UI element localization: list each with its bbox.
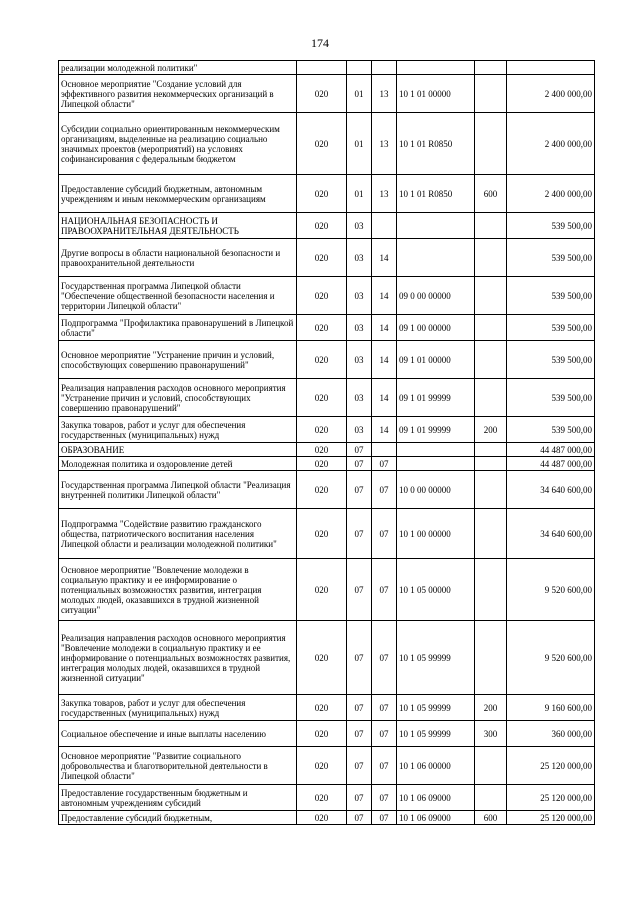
row-subsection-cell: 07	[372, 785, 397, 811]
row-section-cell: 07	[347, 559, 372, 621]
row-kind-cell	[475, 341, 507, 379]
row-kind-cell	[475, 785, 507, 811]
row-kind-cell	[475, 457, 507, 471]
row-sum-cell: 539 500,00	[507, 417, 595, 443]
row-kind-cell	[475, 315, 507, 341]
row-article-cell: 10 1 01 R0850	[397, 175, 475, 213]
row-code-cell: 020	[297, 509, 347, 559]
row-subsection-cell: 07	[372, 559, 397, 621]
row-section-cell: 03	[347, 379, 372, 417]
row-kind-cell	[475, 471, 507, 509]
row-sum-cell: 44 487 000,00	[507, 457, 595, 471]
row-kind-cell	[475, 75, 507, 113]
table-row	[59, 213, 595, 239]
row-article-cell: 09 1 01 00000	[397, 341, 475, 379]
row-subsection-cell: 14	[372, 315, 397, 341]
row-code-cell: 020	[297, 621, 347, 695]
row-code-cell: 020	[297, 379, 347, 417]
row-sum-cell: 539 500,00	[507, 277, 595, 315]
row-article-cell: 10 1 06 09000	[397, 785, 475, 811]
table-row	[59, 175, 595, 213]
row-subsection-cell: 07	[372, 747, 397, 785]
row-article-cell: 10 1 05 00000	[397, 559, 475, 621]
row-section-cell: 03	[347, 341, 372, 379]
row-subsection-cell: 07	[372, 811, 397, 825]
row-name-cell: Основное мероприятие "Вовлечение молодежи в социальную практику и ее информирование о потенциальных возможностях развития, интеграция молодых людей, оказавшихся в трудной жизненной ситуации"	[59, 559, 297, 621]
row-section-cell: 07	[347, 471, 372, 509]
row-code-cell: 020	[297, 443, 347, 457]
row-subsection-cell: 07	[372, 509, 397, 559]
row-name-cell: Предоставление субсидий бюджетным, автономным учреждениям и иным некоммерческим организациям	[59, 175, 297, 213]
row-section-cell: 07	[347, 457, 372, 471]
row-sum-cell: 2 400 000,00	[507, 113, 595, 175]
table-row	[59, 721, 595, 747]
row-sum-cell: 9 520 600,00	[507, 559, 595, 621]
table-row	[59, 341, 595, 379]
table-row	[59, 277, 595, 315]
row-article-cell: 10 1 00 00000	[397, 509, 475, 559]
row-subsection-cell: 14	[372, 277, 397, 315]
row-article-cell	[397, 457, 475, 471]
row-name-cell: Предоставление субсидий бюджетным,	[59, 811, 297, 825]
row-kind-cell	[475, 239, 507, 277]
table-row	[59, 811, 595, 825]
row-article-cell: 09 1 01 99999	[397, 417, 475, 443]
row-section-cell: 07	[347, 621, 372, 695]
table-row	[59, 471, 595, 509]
table-row	[59, 509, 595, 559]
row-kind-cell	[475, 443, 507, 457]
row-name-cell: Подпрограмма "Содействие развитию гражданского общества, патриотического воспитания населения Липецкой области и реализации молодежной политики"	[59, 509, 297, 559]
row-kind-cell: 600	[475, 811, 507, 825]
row-name-cell: Закупка товаров, работ и услуг для обеспечения государственных (муниципальных) нужд	[59, 695, 297, 721]
row-subsection-cell: 13	[372, 175, 397, 213]
row-article-cell: 10 1 05 99999	[397, 621, 475, 695]
row-name-cell: реализации молодежной политики"	[59, 61, 297, 75]
row-code-cell: 020	[297, 75, 347, 113]
table-row	[59, 785, 595, 811]
row-kind-cell: 200	[475, 695, 507, 721]
row-sum-cell: 9 520 600,00	[507, 621, 595, 695]
row-code-cell: 020	[297, 721, 347, 747]
row-sum-cell: 9 160 600,00	[507, 695, 595, 721]
row-name-cell: Другие вопросы в области национальной безопасности и правоохранительной деятельности	[59, 239, 297, 277]
table-row	[59, 75, 595, 113]
row-article-cell: 10 0 00 00000	[397, 471, 475, 509]
row-code-cell: 020	[297, 785, 347, 811]
row-article-cell: 10 1 06 09000	[397, 811, 475, 825]
row-article-cell	[397, 239, 475, 277]
row-subsection-cell: 13	[372, 113, 397, 175]
row-kind-cell: 600	[475, 175, 507, 213]
row-code-cell: 020	[297, 811, 347, 825]
row-kind-cell: 300	[475, 721, 507, 747]
row-code-cell: 020	[297, 277, 347, 315]
row-name-cell: Предоставление государственным бюджетным и автономным учреждениям субсидий	[59, 785, 297, 811]
row-section-cell: 03	[347, 213, 372, 239]
row-sum-cell: 539 500,00	[507, 213, 595, 239]
row-code-cell: 020	[297, 213, 347, 239]
row-sum-cell: 2 400 000,00	[507, 75, 595, 113]
row-article-cell	[397, 213, 475, 239]
row-name-cell: Реализация направления расходов основного мероприятия "Устранение причин и условий, способствующих совершению правонарушений"	[59, 379, 297, 417]
row-section-cell: 01	[347, 113, 372, 175]
row-article-cell: 10 1 05 99999	[397, 695, 475, 721]
row-sum-cell: 25 120 000,00	[507, 785, 595, 811]
row-subsection-cell: 07	[372, 621, 397, 695]
row-subsection-cell	[372, 61, 397, 75]
row-name-cell: Подпрограмма "Профилактика правонарушений в Липецкой области"	[59, 315, 297, 341]
row-sum-cell: 2 400 000,00	[507, 175, 595, 213]
row-sum-cell: 539 500,00	[507, 341, 595, 379]
row-section-cell: 03	[347, 417, 372, 443]
budget-table-body	[59, 61, 595, 825]
row-name-cell: Молодежная политика и оздоровление детей	[59, 457, 297, 471]
row-section-cell: 07	[347, 443, 372, 457]
row-kind-cell	[475, 621, 507, 695]
row-kind-cell	[475, 277, 507, 315]
row-subsection-cell: 07	[372, 471, 397, 509]
table-row	[59, 443, 595, 457]
row-code-cell: 020	[297, 559, 347, 621]
row-kind-cell	[475, 61, 507, 75]
row-code-cell: 020	[297, 315, 347, 341]
row-article-cell: 09 1 01 99999	[397, 379, 475, 417]
row-section-cell: 07	[347, 747, 372, 785]
row-sum-cell: 25 120 000,00	[507, 811, 595, 825]
row-sum-cell: 360 000,00	[507, 721, 595, 747]
row-code-cell: 020	[297, 417, 347, 443]
row-subsection-cell: 07	[372, 457, 397, 471]
table-row	[59, 417, 595, 443]
row-sum-cell: 25 120 000,00	[507, 747, 595, 785]
row-name-cell: Основное мероприятие "Создание условий для эффективного развития некоммерческих организаций в Липецкой области"	[59, 75, 297, 113]
row-name-cell: Основное мероприятие "Развитие социального добровольчества и благотворительной деятельности в Липецкой области"	[59, 747, 297, 785]
table-row	[59, 457, 595, 471]
table-row	[59, 113, 595, 175]
row-section-cell: 01	[347, 175, 372, 213]
row-section-cell: 07	[347, 695, 372, 721]
row-section-cell: 07	[347, 721, 372, 747]
row-subsection-cell: 14	[372, 239, 397, 277]
row-kind-cell	[475, 747, 507, 785]
row-name-cell: НАЦИОНАЛЬНАЯ БЕЗОПАСНОСТЬ И ПРАВООХРАНИТЕЛЬНАЯ ДЕЯТЕЛЬНОСТЬ	[59, 213, 297, 239]
row-section-cell: 03	[347, 277, 372, 315]
table-row	[59, 621, 595, 695]
row-code-cell	[297, 61, 347, 75]
row-section-cell: 03	[347, 239, 372, 277]
row-subsection-cell	[372, 213, 397, 239]
row-subsection-cell: 07	[372, 695, 397, 721]
row-subsection-cell: 13	[372, 75, 397, 113]
row-code-cell: 020	[297, 341, 347, 379]
row-section-cell	[347, 61, 372, 75]
row-kind-cell	[475, 559, 507, 621]
row-name-cell: Государственная программа Липецкой области "Реализация внутренней политики Липецкой области"	[59, 471, 297, 509]
row-article-cell: 10 1 01 00000	[397, 75, 475, 113]
row-kind-cell	[475, 113, 507, 175]
row-subsection-cell: 14	[372, 341, 397, 379]
table-row	[59, 379, 595, 417]
table-row	[59, 239, 595, 277]
row-code-cell: 020	[297, 113, 347, 175]
row-code-cell: 020	[297, 457, 347, 471]
row-article-cell	[397, 61, 475, 75]
row-section-cell: 07	[347, 811, 372, 825]
row-kind-cell	[475, 379, 507, 417]
row-article-cell: 10 1 05 99999	[397, 721, 475, 747]
row-section-cell: 01	[347, 75, 372, 113]
row-sum-cell: 44 487 000,00	[507, 443, 595, 457]
row-name-cell: Реализация направления расходов основного мероприятия "Вовлечение молодежи в социальную практику и ее информирование о потенциальных возможностях развития, интеграция молодых людей, оказавшихся в трудной жизненной ситуации"	[59, 621, 297, 695]
row-code-cell: 020	[297, 471, 347, 509]
row-code-cell: 020	[297, 695, 347, 721]
table-row	[59, 559, 595, 621]
row-subsection-cell: 14	[372, 379, 397, 417]
row-name-cell: ОБРАЗОВАНИЕ	[59, 443, 297, 457]
row-article-cell	[397, 443, 475, 457]
row-article-cell: 09 0 00 00000	[397, 277, 475, 315]
row-section-cell: 07	[347, 509, 372, 559]
row-sum-cell: 539 500,00	[507, 379, 595, 417]
table-row	[59, 747, 595, 785]
row-section-cell: 07	[347, 785, 372, 811]
row-code-cell: 020	[297, 747, 347, 785]
budget-table	[58, 60, 595, 825]
row-kind-cell	[475, 509, 507, 559]
table-row	[59, 315, 595, 341]
row-code-cell: 020	[297, 239, 347, 277]
row-sum-cell: 539 500,00	[507, 239, 595, 277]
row-sum-cell: 539 500,00	[507, 315, 595, 341]
table-row	[59, 61, 595, 75]
row-name-cell: Основное мероприятие "Устранение причин и условий, способствующих совершению правонарушений"	[59, 341, 297, 379]
row-article-cell: 10 1 01 R0850	[397, 113, 475, 175]
page-number: 174	[311, 36, 329, 50]
row-sum-cell: 34 640 600,00	[507, 509, 595, 559]
row-kind-cell: 200	[475, 417, 507, 443]
row-subsection-cell	[372, 443, 397, 457]
row-sum-cell: 34 640 600,00	[507, 471, 595, 509]
row-name-cell: Государственная программа Липецкой области "Обеспечение общественной безопасности населения и территории Липецкой области"	[59, 277, 297, 315]
row-name-cell: Социальное обеспечение и иные выплаты населению	[59, 721, 297, 747]
table-row	[59, 695, 595, 721]
row-article-cell: 10 1 06 00000	[397, 747, 475, 785]
row-subsection-cell: 07	[372, 721, 397, 747]
row-sum-cell	[507, 61, 595, 75]
row-article-cell: 09 1 00 00000	[397, 315, 475, 341]
row-subsection-cell: 14	[372, 417, 397, 443]
row-name-cell: Субсидии социально ориентированным некоммерческим организациям, выделенные на реализацию социально значимых проектов (мероприятий) на условиях софинансирования с федеральным бюджетом	[59, 113, 297, 175]
row-code-cell: 020	[297, 175, 347, 213]
row-name-cell: Закупка товаров, работ и услуг для обеспечения государственных (муниципальных) нужд	[59, 417, 297, 443]
row-kind-cell	[475, 213, 507, 239]
row-section-cell: 03	[347, 315, 372, 341]
